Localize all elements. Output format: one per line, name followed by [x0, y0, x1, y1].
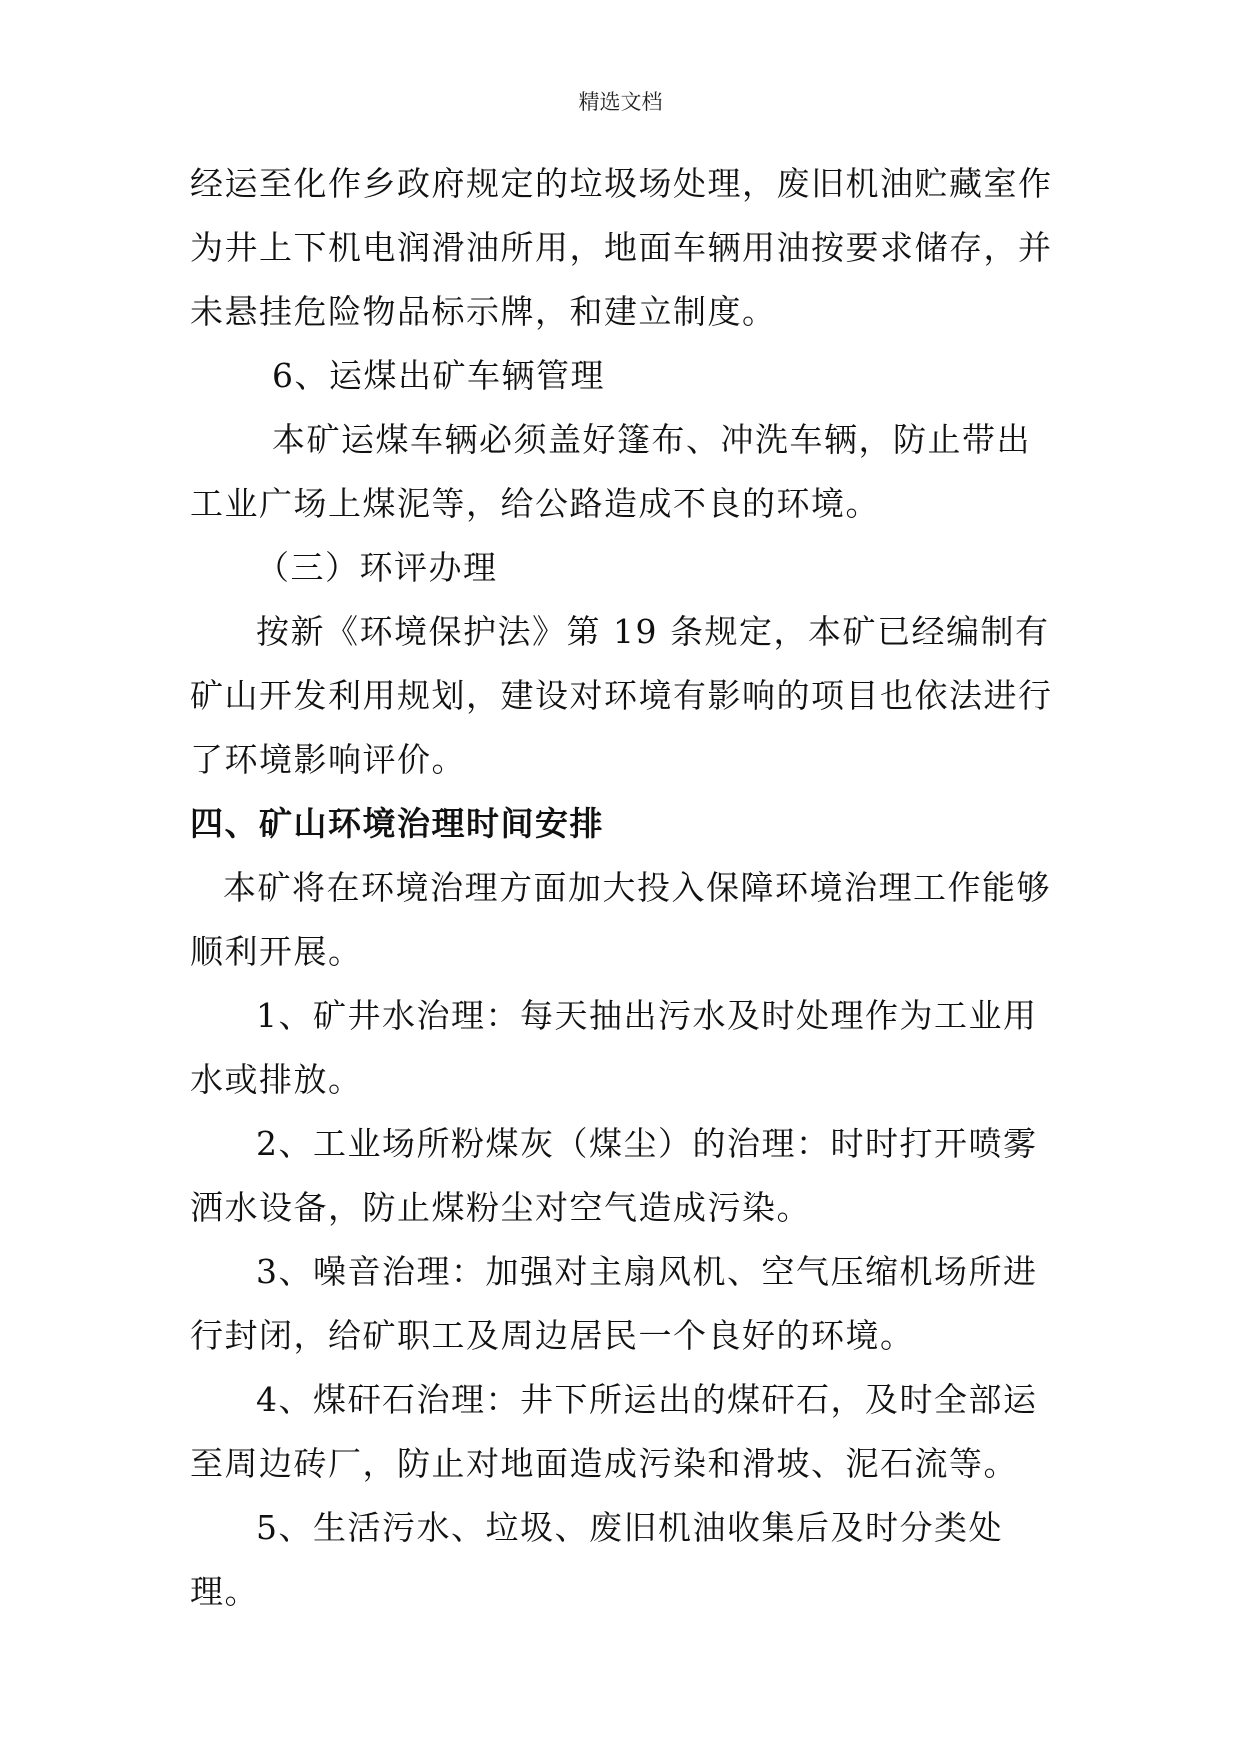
page-header: 精选文档 — [578, 90, 663, 114]
list-item-noise: 3、噪音治理：加强对主扇风机、空气压缩机场所进行封闭，给矿职工及周边居民一个良好的环境。 — [190, 1252, 1038, 1355]
paragraph-eia: 按新《环境保护法》第 19 条规定，本矿已经编制有矿山开发利用规划，建设对环境有影响的项目也依法进行了环境影响评价。 — [190, 612, 1053, 779]
list-item-gangue: 4、煤矸石治理：井下所运出的煤矸石，及时全部运至周边砖厂，防止对地面造成污染和滑坡、泥石流等。 — [190, 1380, 1038, 1483]
paragraph-waste-oil: 经运至化作乡政府规定的垃圾场处理，废旧机油贮藏室作为井上下机电润滑油所用，地面车辆用油按要求储存，并未悬挂危险物品标示牌，和建立制度。 — [190, 164, 1053, 331]
section-heading-schedule: 四、矿山环境治理时间安排 — [190, 804, 604, 843]
document-body — [190, 152, 1060, 1624]
paragraph-schedule-intro: 本矿将在环境治理方面加大投入保障环境治理工作能够顺利开展。 — [190, 868, 1051, 971]
sub-heading-eia: （三）环评办理 — [256, 548, 498, 587]
list-item-sewage: 5、生活污水、垃圾、废旧机油收集后及时分类处理。 — [190, 1508, 1003, 1611]
list-item-coal-dust: 2、工业场所粉煤灰（煤尘）的治理：时时打开喷雾洒水设备，防止煤粉尘对空气造成污染。 — [190, 1124, 1038, 1227]
paragraph-coal-vehicles: 本矿运煤车辆必须盖好篷布、冲洗车辆，防止带出工业广场上煤泥等，给公路造成不良的环境。 — [190, 420, 1031, 523]
list-item-mine-water: 1、矿井水治理：每天抽出污水及时处理作为工业用水或排放。 — [190, 996, 1038, 1099]
item-title-coal-vehicles: 6、运煤出矿车辆管理 — [272, 356, 605, 395]
